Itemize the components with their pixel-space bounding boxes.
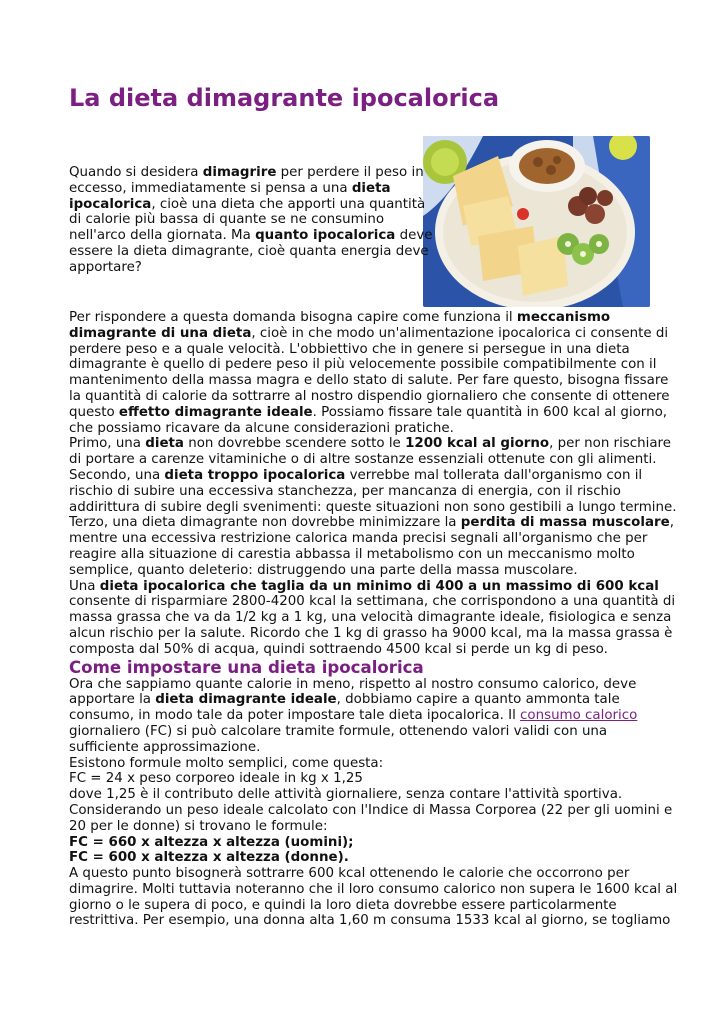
page-title: La dieta dimagrante ipocalorica bbox=[69, 84, 500, 112]
section-line: consumo, in modo tale da poter impostare tale dieta ipocalorica. Il consumo calorico bbox=[69, 708, 638, 724]
intro-line: Quando si desidera dimagrire per perdere il peso in bbox=[69, 165, 424, 180]
body-line: di portare a carenze vitaminiche o di altre sostanze essenziali ottenute con gli alimenti. bbox=[69, 452, 657, 468]
body-line: questo effetto dimagrante ideale. Possiamo fissare tale quantità in 600 kcal al giorno, bbox=[69, 404, 668, 420]
body-line: mantenimento della massa magra e dello stato di salute. Per fare questo, bisogna fissare bbox=[69, 373, 669, 389]
intro-line: ipocalorica, cioè una dieta che apporti una quantità bbox=[69, 196, 426, 212]
body-line: massa grassa che va da 1/2 kg a 1 kg, una velocità dimagrante ideale, fisiologica e senza bbox=[69, 610, 672, 626]
section-line: dove 1,25 è il contributo delle attività giornaliere, senza contare l'attività sportiva. bbox=[69, 787, 623, 803]
body-line: consente di risparmiare 2800-4200 kcal la settimana, che corrispondono a una quantità di bbox=[69, 594, 676, 610]
section-line: Ora che sappiamo quante calorie in meno, rispetto al nostro consumo calorico, deve bbox=[69, 676, 637, 692]
formula-men: FC = 660 x altezza x altezza (uomini); bbox=[69, 834, 354, 850]
section-line: Considerando un peso ideale calcolato con l'Indice di Massa Corporea (22 per gli uomini e bbox=[69, 802, 673, 818]
body-line: rischio di subire una eccessiva stanchezza, per mancanza di energia, con il rischio bbox=[69, 483, 621, 499]
section-line: FC = 24 x peso corporeo ideale in kg x 1,25 bbox=[69, 771, 363, 787]
body-line: Per rispondere a questa domanda bisogna capire come funziona il meccanismo bbox=[69, 310, 611, 325]
section-line: sufficiente approssimazione. bbox=[69, 739, 261, 755]
body-line: mentre una eccessiva restrizione calorica manda precisi segnali all'organismo che per bbox=[69, 531, 648, 547]
section-line: 20 per le donne) si trovano le formule: bbox=[69, 818, 328, 834]
body-line: alcun rischio per la salute. Ricordo che 1 kg di grasso ha 9000 kcal, ma la massa grassa è bbox=[69, 625, 673, 641]
formula-women: FC = 600 x altezza x altezza (donne). bbox=[69, 850, 349, 866]
section-line: giorno o le supera di poco, e quindi la loro dieta dovrebbe essere particolarmente bbox=[69, 897, 617, 913]
intro-line: apportare? bbox=[69, 259, 142, 275]
body-line: dimagrante di una dieta, cioè in che modo un'alimentazione ipocalorica ci consente di bbox=[69, 325, 669, 341]
body-line: Una dieta ipocalorica che taglia da un minimo di 400 a un massimo di 600 kcal bbox=[69, 578, 659, 594]
food-plate-illustration bbox=[423, 136, 650, 307]
intro-paragraph bbox=[69, 165, 433, 276]
body-line: Secondo, una dieta troppo ipocalorica verrebbe mal tollerata dall'organismo con il bbox=[69, 467, 643, 483]
intro-line: essere la dieta dimagrante, cioè quanta energia deve bbox=[69, 243, 429, 259]
intro-line: nell'arco della giornata. Ma quanto ipocalorica deve bbox=[69, 228, 433, 244]
section-line: apportare la dieta dimagrante ideale, dobbiamo capire a quanto ammonta tale bbox=[69, 692, 620, 708]
intro-line: eccesso, immediatamente si pensa a una dieta bbox=[69, 180, 391, 196]
section-line: dimagrire. Molti tuttavia noteranno che il loro consumo calorico non supera le 1600 kcal al bbox=[69, 881, 678, 897]
intro-line: di calorie più bassa di quante se ne consumino bbox=[69, 212, 385, 228]
body-line: reagire alla situazione di carestia abbassa il metabolismo con un meccanismo molto bbox=[69, 546, 635, 562]
body-line: perdere peso e a quale velocità. L'obbiettivo che in genere si persegue in una dieta bbox=[69, 341, 630, 357]
section-line: giornaliero (FC) si può calcolare tramite formule, ottenendo valori validi con una bbox=[69, 723, 608, 739]
main-body bbox=[69, 310, 678, 929]
food-plate-photo bbox=[423, 136, 650, 307]
body-line: dimagrante è quello di pedere peso il più velocemente possibile compatibilmente con il bbox=[69, 357, 657, 373]
body-line: composta dal 50% di acqua, quindi sottraendo 4500 kcal si perde un kg di peso. bbox=[69, 641, 608, 657]
consumo-calorico-link[interactable]: consumo calorico bbox=[520, 708, 638, 724]
section-heading: Come impostare una dieta ipocalorica bbox=[69, 657, 424, 677]
section-line: restrittiva. Per esempio, una donna alta 1,60 m consuma 1533 kcal al giorno, se togliamo bbox=[69, 913, 671, 929]
body-line: che possiamo ricavare da alcune considerazioni pratiche. bbox=[69, 420, 454, 436]
body-line: la quantità di calorie da sottrarre al nostro dispendio giornaliero che consente di ottenere bbox=[69, 388, 670, 404]
body-line: Terzo, una dieta dimagrante non dovrebbe minimizzare la perdita di massa muscolare, bbox=[69, 515, 674, 531]
body-line: semplice, quanto deleterio: distruggendo una parte della massa muscolare. bbox=[69, 562, 578, 578]
section-line: A questo punto bisognerà sottrarre 600 kcal ottenendo le calorie che occorrono per bbox=[69, 866, 630, 882]
section-line: Esistono formule molto semplici, come questa: bbox=[69, 755, 384, 771]
body-line: addirittura di subire degli svenimenti: queste situazioni non sono gestibili a lungo termine. bbox=[69, 499, 677, 515]
body-line: Primo, una dieta non dovrebbe scendere sotto le 1200 kcal al giorno, per non rischiare bbox=[69, 436, 671, 452]
